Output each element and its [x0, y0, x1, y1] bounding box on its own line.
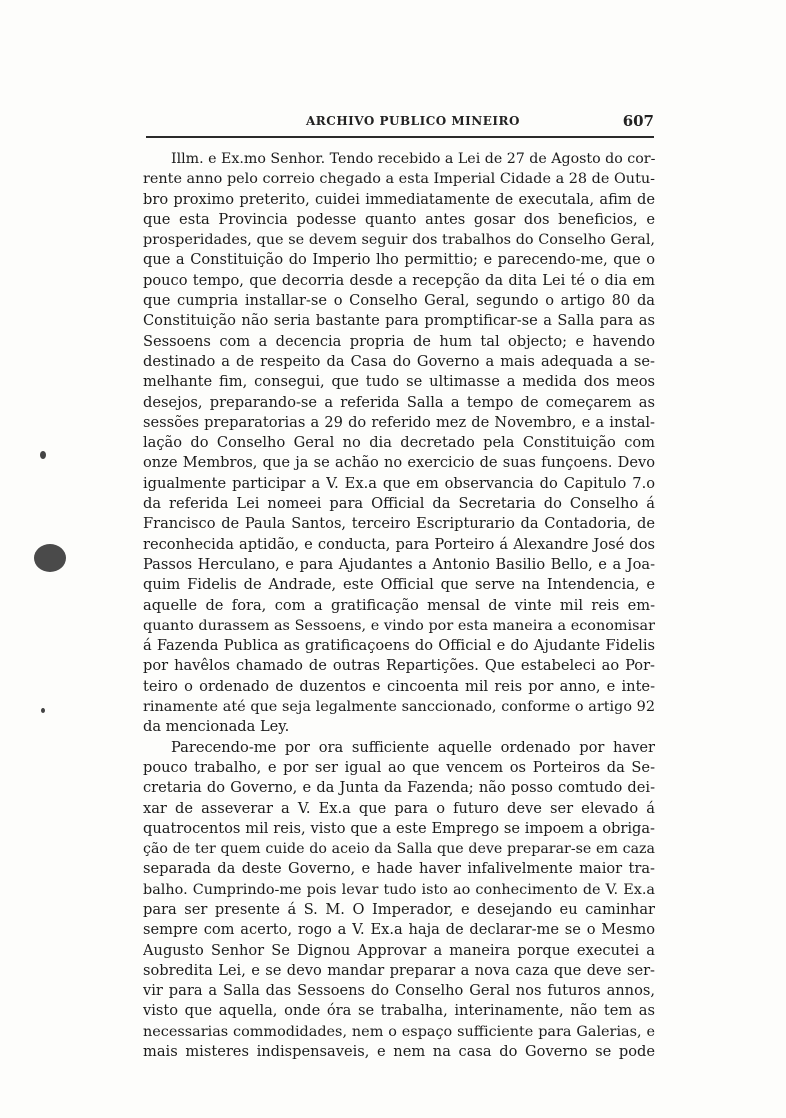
text-line: á Fazenda Publica as gratificaçoens do Official e do Ajudante Fidelis — [143, 637, 655, 655]
text-line: por havêlos chamado de outras Repartições. Que estabeleci ao Por- — [143, 657, 655, 675]
text-line: da mencionada Ley. — [143, 718, 290, 736]
text-line: melhante fim, consegui, que tudo se ultimasse a medida dos meos — [143, 373, 655, 391]
text-line: necessarias commodidades, nem o espaço sufficiente para Galerias, e — [143, 1023, 655, 1040]
text-line: Passos Herculano, e para Ajudantes a Antonio Basilio Bello, e a Joa- — [143, 555, 655, 573]
text-line: sempre com acerto, rogo a V. Ex.a haja de declarar-me se o Mesmo — [143, 921, 655, 939]
text-line: vir para a Salla das Sessoens do Conselho Geral nos futuros annos, — [143, 982, 655, 1000]
text-line: Constituição não seria bastante para promptificar-se a Salla para as — [143, 312, 655, 330]
text-line: xar de asseverar a V. Ex.a que para o futuro deve ser elevado á — [143, 799, 655, 817]
text-line: separada da deste Governo, e hade haver infalivelmente maior tra- — [143, 860, 655, 878]
header-title: ARCHIVO PUBLICO MINEIRO — [306, 114, 520, 128]
text-line: rinamente até que seja legalmente sanccionado, conforme o artigo 92 — [143, 699, 655, 716]
text-line: Sessoens com a decencia propria de hum tal objecto; e havendo — [143, 332, 655, 350]
text-line: Illm. e Ex.mo Senhor. Tendo recebido a Lei de 27 de Agosto do cor- — [171, 151, 655, 167]
text-line: da referida Lei nomeei para Official da Secretaria do Conselho á — [143, 495, 655, 513]
text-line: que a Constituição do Imperio lho permittio; e parecendo-me, que o — [143, 251, 655, 269]
text-line: bro proximo preterito, cuidei immediatamente de executala, afim de — [143, 190, 655, 208]
ink-blot — [41, 708, 45, 713]
letter-body — [143, 149, 655, 1062]
text-line: igualmente participar a V. Ex.a que em observancia do Capitulo 7.o — [143, 474, 655, 492]
text-line: teiro o ordenado de duzentos e cincoenta mil reis por anno, e inte- — [143, 677, 655, 695]
text-line: Augusto Senhor Se Dignou Approvar a maneira porque executei a — [143, 941, 655, 959]
text-line: cretaria do Governo, e da Junta da Fazenda; não posso comtudo dei- — [143, 779, 655, 797]
text-line: sessões preparatorias a 29 do referido mez de Novembro, e a instal- — [143, 413, 655, 431]
text-line: que cumpria installar-se o Conselho Geral, segundo o artigo 80 da — [143, 292, 655, 310]
text-line: Francisco de Paula Santos, terceiro Escripturario da Contadoria, de — [143, 515, 655, 533]
text-line: lação do Conselho Geral no dia decretado pela Constituição com — [143, 434, 655, 452]
text-line: sobredita Lei, e se devo mandar preparar a nova caza que deve ser- — [143, 961, 655, 979]
text-line: rente anno pelo correio chegado a esta Imperial Cidade a 28 de Outu- — [143, 171, 655, 188]
text-line: onze Membros, que ja se achão no exercicio de suas funçoens. Devo — [143, 454, 655, 472]
text-line: Parecendo-me por ora sufficiente aquelle ordenado por haver — [171, 738, 655, 756]
text-line: ção de ter quem cuide do aceio da Salla que deve preparar-se em caza — [143, 841, 655, 858]
text-line: mais misteres indispensaveis, e nem na casa do Governo se pode — [143, 1043, 655, 1061]
text-line: desejos, preparando-se a referida Salla a tempo de começarem as — [143, 393, 655, 411]
text-line: balho. Cumprindo-me pois levar tudo isto ao conhecimento de V. Ex.a — [143, 881, 655, 898]
ink-blot — [34, 544, 66, 572]
text-line: prosperidades, que se devem seguir dos trabalhos do Conselho Geral, — [143, 232, 655, 249]
text-line: pouco trabalho, e por ser igual ao que vencem os Porteiros da Se- — [143, 758, 655, 776]
text-line: que esta Provincia podesse quanto antes gosar dos beneficios, e — [143, 210, 655, 228]
text-line: visto que aquella, onde óra se trabalha, interinamente, não tem as — [143, 1002, 655, 1020]
text-line: para ser presente á S. M. O Imperador, e desejando eu caminhar — [143, 900, 655, 918]
header-rule — [146, 136, 654, 138]
text-line: reconhecida aptidão, e conducta, para Porteiro á Alexandre José dos — [143, 535, 655, 553]
text-line: destinado a de respeito da Casa do Governo a mais adequada a se- — [143, 352, 655, 370]
running-header — [148, 110, 668, 134]
text-line: pouco tempo, que decorria desde a recepção da dita Lei té o dia em — [143, 271, 655, 289]
text-line: quim Fidelis de Andrade, este Official que serve na Intendencia, e — [143, 576, 655, 594]
text-line: aquelle de fora, com a gratificação mensal de vinte mil reis em- — [143, 596, 655, 614]
text-line: quanto durassem as Sessoens, e vindo por esta maneira a economisar — [143, 617, 655, 634]
ink-blot — [40, 451, 46, 459]
text-line: quatrocentos mil reis, visto que a este Emprego se impoem a obriga- — [143, 819, 655, 837]
page-number: 607 — [622, 112, 654, 130]
